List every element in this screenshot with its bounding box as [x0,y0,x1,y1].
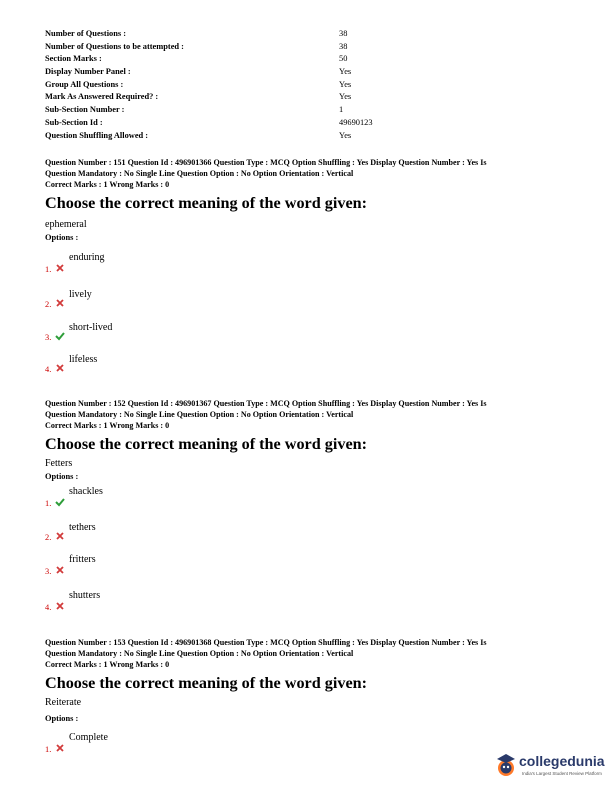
meta-row: Section Marks : 50 [45,54,348,64]
cross-icon [55,531,65,541]
meta-row: Group All Questions : Yes [45,79,352,89]
question-152 [45,398,575,613]
options-label: Options : [45,472,79,481]
cross-icon [55,743,65,753]
option-item: 3. fritters [45,554,96,576]
options-label: Options : [45,233,79,242]
meta-row: Sub-Section Id : 49690123 [45,117,373,127]
question-header: Question Number : 152 Question Id : 496901367 Question Type : MCQ Option Shuffling : Yes Display Question Number : Yes Is Question Mandatory : No Single Line Question Option : No Option Orientation : Vertical Correct Marks : 1 Wrong Marks : 0 [45,399,487,430]
check-icon [55,331,65,341]
cross-icon [55,601,65,611]
question-word: Fetters [45,458,73,469]
logo-name: collegedunia [519,753,605,769]
question-prompt: Choose the correct meaning of the word given: [45,674,368,692]
question-prompt: Choose the correct meaning of the word given: [45,194,368,212]
collegedunia-logo [495,751,605,787]
meta-row: Number of Questions : 38 [45,29,348,38]
question-151 [45,157,575,382]
meta-row: Question Shuffling Allowed : Yes [45,130,352,140]
graduate-icon [495,753,517,777]
cross-icon [55,363,65,373]
question-153 [45,637,575,757]
check-icon [55,497,65,507]
logo-tagline: India's Largest Student Review Platform [522,771,602,776]
section-metadata [45,28,465,142]
option-item: 2. lively [45,289,92,309]
question-word: Reiterate [45,697,82,708]
option-item: 3. short-lived [45,322,113,342]
question-prompt: Choose the correct meaning of the word given: [45,435,368,453]
option-item: 1. Complete [45,732,108,754]
cross-icon [55,298,65,308]
meta-row: Sub-Section Number : 1 [45,105,344,115]
option-item: 4. lifeless [45,354,98,374]
option-item: 4. shutters [45,590,101,612]
option-item: 1. shackles [45,486,103,508]
question-header: Question Number : 151 Question Id : 496901366 Question Type : MCQ Option Shuffling : Yes Display Question Number : Yes Is Question Mandatory : No Single Line Question Option : No Option Orientation : Vertical Correct Marks : 1 Wrong Marks : 0 [45,158,487,189]
option-item: 1. enduring [45,252,105,274]
meta-row: Display Number Panel : Yes [45,67,352,77]
question-header: Question Number : 153 Question Id : 496901368 Question Type : MCQ Option Shuffling : Yes Display Question Number : Yes Is Question Mandatory : No Single Line Question Option : No Option Orientation : Vertical Correct Marks : 1 Wrong Marks : 0 [45,638,487,669]
cross-icon [55,565,65,575]
question-word: ephemeral [45,219,87,230]
meta-row: Number of Questions to be attempted : 38 [45,41,348,51]
option-item: 2. tethers [45,522,96,542]
cross-icon [55,263,65,273]
options-label: Options : [45,714,79,723]
meta-row: Mark As Answered Required? : Yes [45,92,352,102]
